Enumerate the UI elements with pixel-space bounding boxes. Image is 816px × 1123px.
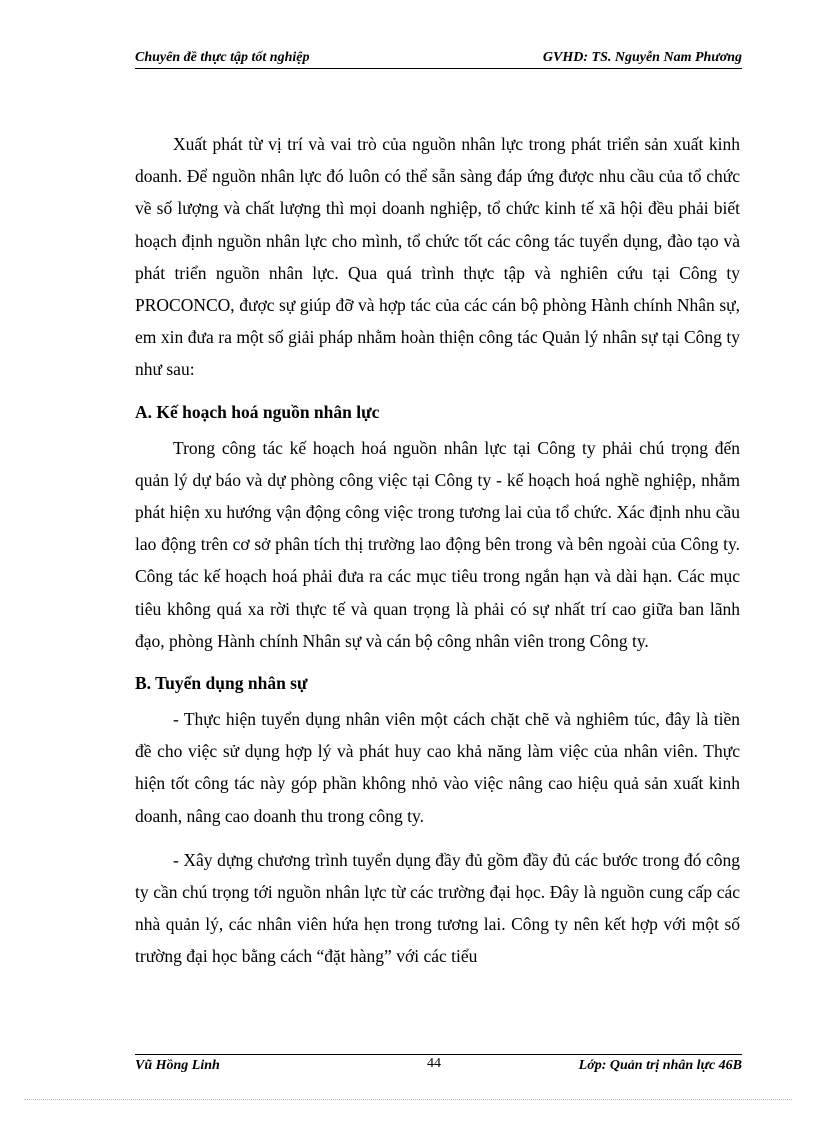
section-b-heading: B. Tuyển dụng nhân sự — [135, 673, 308, 694]
footer-divider — [135, 1054, 742, 1055]
section-a-heading: A. Kế hoạch hoá nguồn nhân lực — [135, 401, 380, 422]
header-supervisor: GVHD: TS. Nguyễn Nam Phương — [542, 50, 742, 65]
section-b-item-1: - Thực hiện tuyển dụng nhân viên một cách chặt chẽ và nghiêm túc, đây là tiền đề cho việc sử dụng hợp lý và phát huy cao khả năng làm việc của nhân viên. Thực hiện tốt công tác này góp phần không nhỏ vào việc nâng cao hiệu quả sản xuất kinh doanh, nâng cao doanh thu trong công ty. — [135, 709, 740, 826]
header-divider — [135, 68, 742, 69]
section-b-item-2: - Xây dựng chương trình tuyển dụng đầy đủ gồm đầy đủ các bước trong đó công ty cần chú trọng tới nguồn nhân lực từ các trường đại học. Đây là nguồn cung cấp các nhà quản lý, các nhân viên hứa hẹn trong tương lai. Công ty nên kết hợp với một số trường đại học bằng cách “đặt hàng” với các tiểu — [135, 849, 740, 967]
page-header — [135, 50, 742, 68]
page-footer — [135, 1058, 742, 1078]
header-report-title: Chuyên đề thực tập tốt nghiệp — [135, 50, 310, 65]
section-a-paragraph: Trong công tác kế hoạch hoá nguồn nhân lực tại Công ty phải chú trọng đến quản lý dự báo và dự phòng công việc tại Công ty - kế hoạch hoá nghề nghiệp, nhằm phát hiện xu hướng vận động công việc trong tương lai của tổ chức. Xác định nhu cầu lao động trên cơ sở phân tích thị trường lao động bên trong và bên ngoài của Công ty. Công tác kế hoạch hoá phải đưa ra các mục tiêu trong ngắn hạn và dài hạn. Các mục tiêu không quá xa rời thực tế và quan trọng là phải có sự nhất trí cao giữa ban lãnh đạo, phòng Hành chính Nhân sự và cán bộ công nhân viên trong Công ty. — [135, 437, 740, 651]
page-body — [135, 128, 740, 973]
page-bottom-dotted-line — [24, 1099, 792, 1100]
footer-author: Vũ Hồng Linh — [135, 1058, 220, 1073]
intro-paragraph: Xuất phát từ vị trí và vai trò của nguồn nhân lực trong phát triển sản xuất kinh doanh. Để nguồn nhân lực đó luôn có thể sẵn sàng đáp ứng được nhu cầu của tổ chức về số lượng và chất lượng thì mọi doanh nghiệp, tổ chức kinh tế xã hội đều phải biết hoạch định nguồn nhân lực cho mình, tổ chức tốt các công tác tuyển dụng, đào tạo và phát triển nguồn nhân lực. Qua quá trình thực tập và nghiên cứu tại Công ty PROCONCO, được sự giúp đỡ và hợp tác của các cán bộ phòng Hành chính Nhân sự, em xin đưa ra một số giải pháp nhằm hoàn thiện công tác Quản lý nhân sự tại Công ty như sau: — [135, 134, 740, 380]
footer-class: Lớp: Quản trị nhân lực 46B — [578, 1058, 742, 1073]
page-number: 44 — [427, 1056, 441, 1071]
